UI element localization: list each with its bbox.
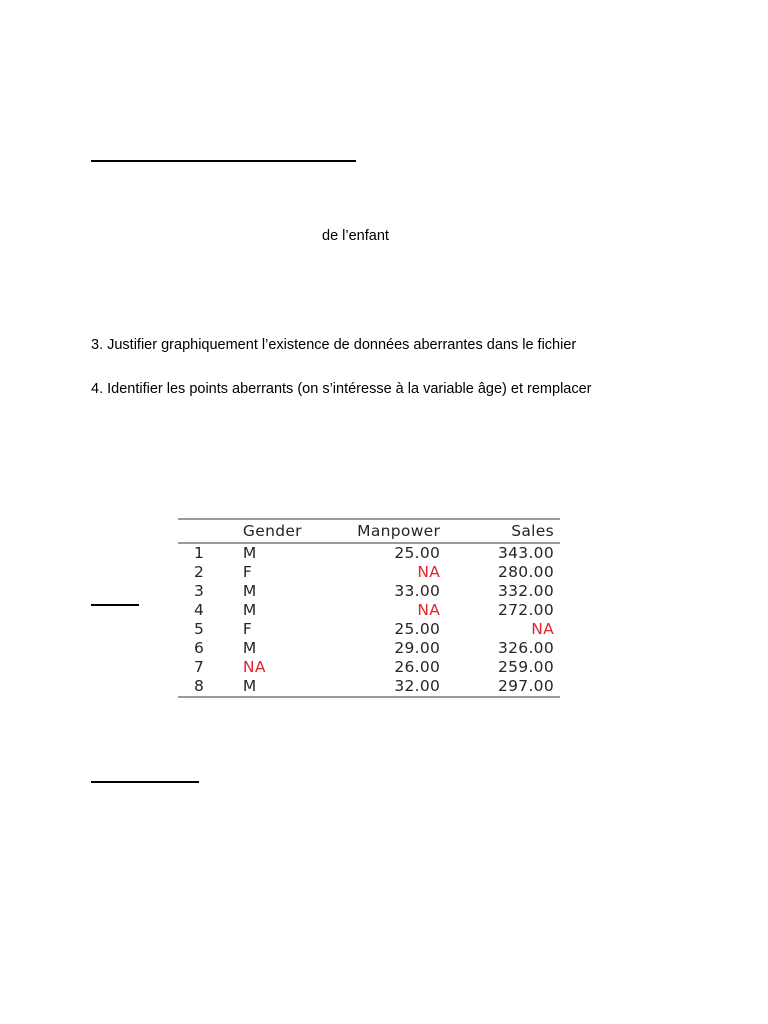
cell-sales: 332.00	[497, 582, 554, 600]
cell-manpower: 25.00	[394, 620, 441, 638]
row-index: 8	[178, 677, 237, 697]
section-heading-underline	[91, 160, 356, 162]
cell-sales: 272.00	[497, 601, 554, 619]
cell-gender: M	[242, 544, 257, 562]
column-header-gender: Gender	[237, 519, 322, 543]
table-row	[178, 601, 560, 620]
table-header-row	[178, 519, 560, 543]
cell-gender: M	[242, 639, 257, 657]
cell-gender: F	[242, 620, 253, 638]
row-index: 7	[194, 658, 205, 676]
short-underline	[91, 604, 139, 606]
cell-sales: 297.00	[446, 677, 560, 697]
section-underline	[91, 781, 199, 783]
row-index: 1	[194, 544, 205, 562]
row-index: 4	[194, 601, 205, 619]
table-row	[178, 658, 560, 677]
column-header-sales: Sales	[446, 519, 560, 543]
cell-manpower: 25.00	[394, 544, 441, 562]
cell-sales: 343.00	[497, 544, 554, 562]
cell-manpower: NA	[417, 601, 441, 619]
table-body	[178, 543, 560, 697]
cell-sales: NA	[531, 620, 554, 638]
table-row	[178, 543, 560, 563]
data-table-figure	[178, 518, 560, 698]
cell-gender: NA	[242, 658, 266, 676]
cell-sales: 280.00	[497, 563, 554, 581]
cell-sales: 326.00	[497, 639, 554, 657]
cell-gender: M	[242, 582, 257, 600]
data-table	[178, 518, 560, 698]
column-header-manpower: Manpower	[322, 519, 446, 543]
cell-manpower: NA	[417, 563, 441, 581]
cell-sales: 259.00	[497, 658, 554, 676]
table-row	[178, 677, 560, 697]
table-row	[178, 582, 560, 601]
cell-manpower: 26.00	[394, 658, 441, 676]
column-header-index	[178, 519, 237, 543]
table-row	[178, 563, 560, 582]
cell-gender: M	[237, 677, 322, 697]
question-3: 3. Justifier graphiquement l’existence de données aberrantes dans le fichier	[91, 337, 577, 353]
text-fragment-enfant: de l’enfant	[322, 228, 389, 244]
cell-manpower: 33.00	[394, 582, 441, 600]
cell-manpower: 32.00	[322, 677, 446, 697]
row-index: 6	[194, 639, 205, 657]
cell-gender: M	[242, 601, 257, 619]
row-index: 5	[194, 620, 205, 638]
table-row	[178, 620, 560, 639]
table-row	[178, 639, 560, 658]
row-index: 2	[194, 563, 205, 581]
cell-manpower: 29.00	[394, 639, 441, 657]
question-4: 4. Identifier les points aberrants (on s’intéresse à la variable âge) et remplacer	[91, 381, 592, 397]
cell-gender: F	[242, 563, 253, 581]
row-index: 3	[194, 582, 205, 600]
